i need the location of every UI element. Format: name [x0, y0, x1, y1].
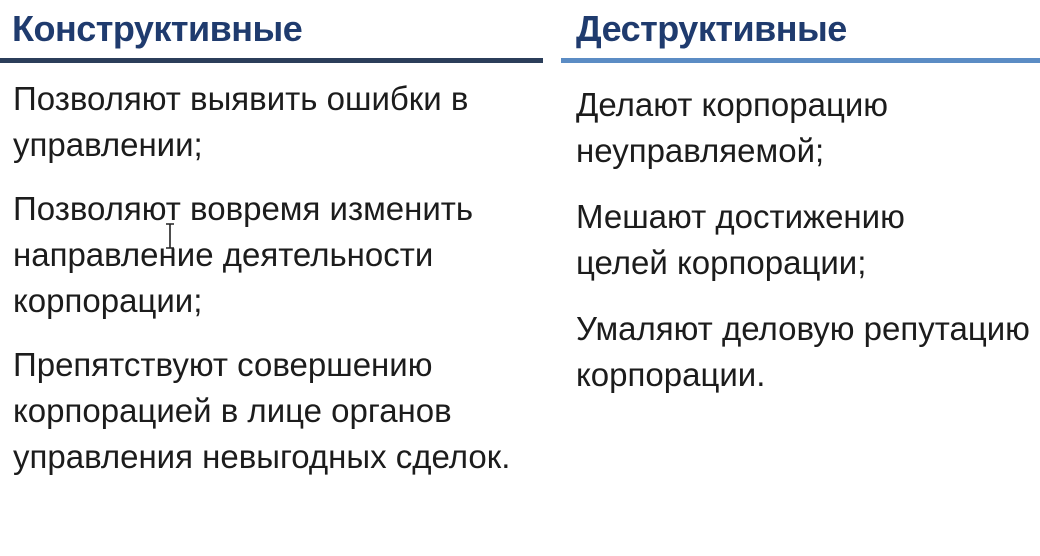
constructive-header-rule [0, 58, 543, 63]
destructive-header-rule [561, 58, 1040, 63]
list-item: Мешают достижению целей корпорации; [576, 198, 905, 281]
destructive-heading: Деструктивные [576, 8, 847, 49]
constructive-list [13, 76, 538, 498]
list-item: Позволяют выявить ошибки в управлении; [13, 80, 469, 163]
constructive-heading: Конструктивные [12, 8, 303, 49]
list-item: Препятствуют совершению корпорацией в лице органов управления невыгодных сделок. [13, 346, 511, 475]
constructive-header [0, 0, 545, 58]
constructive-column [0, 0, 545, 475]
destructive-list [576, 82, 1038, 418]
text-cursor-icon [163, 223, 177, 249]
destructive-header [561, 0, 1040, 58]
list-item: Делают корпорацию неуправляемой; [576, 86, 889, 169]
list-item: Умаляют деловую репутацию корпорации. [576, 310, 1030, 393]
destructive-column [561, 0, 1040, 393]
list-item: Позволяют вовремя изменить направление деятельности корпорации; [13, 190, 474, 319]
